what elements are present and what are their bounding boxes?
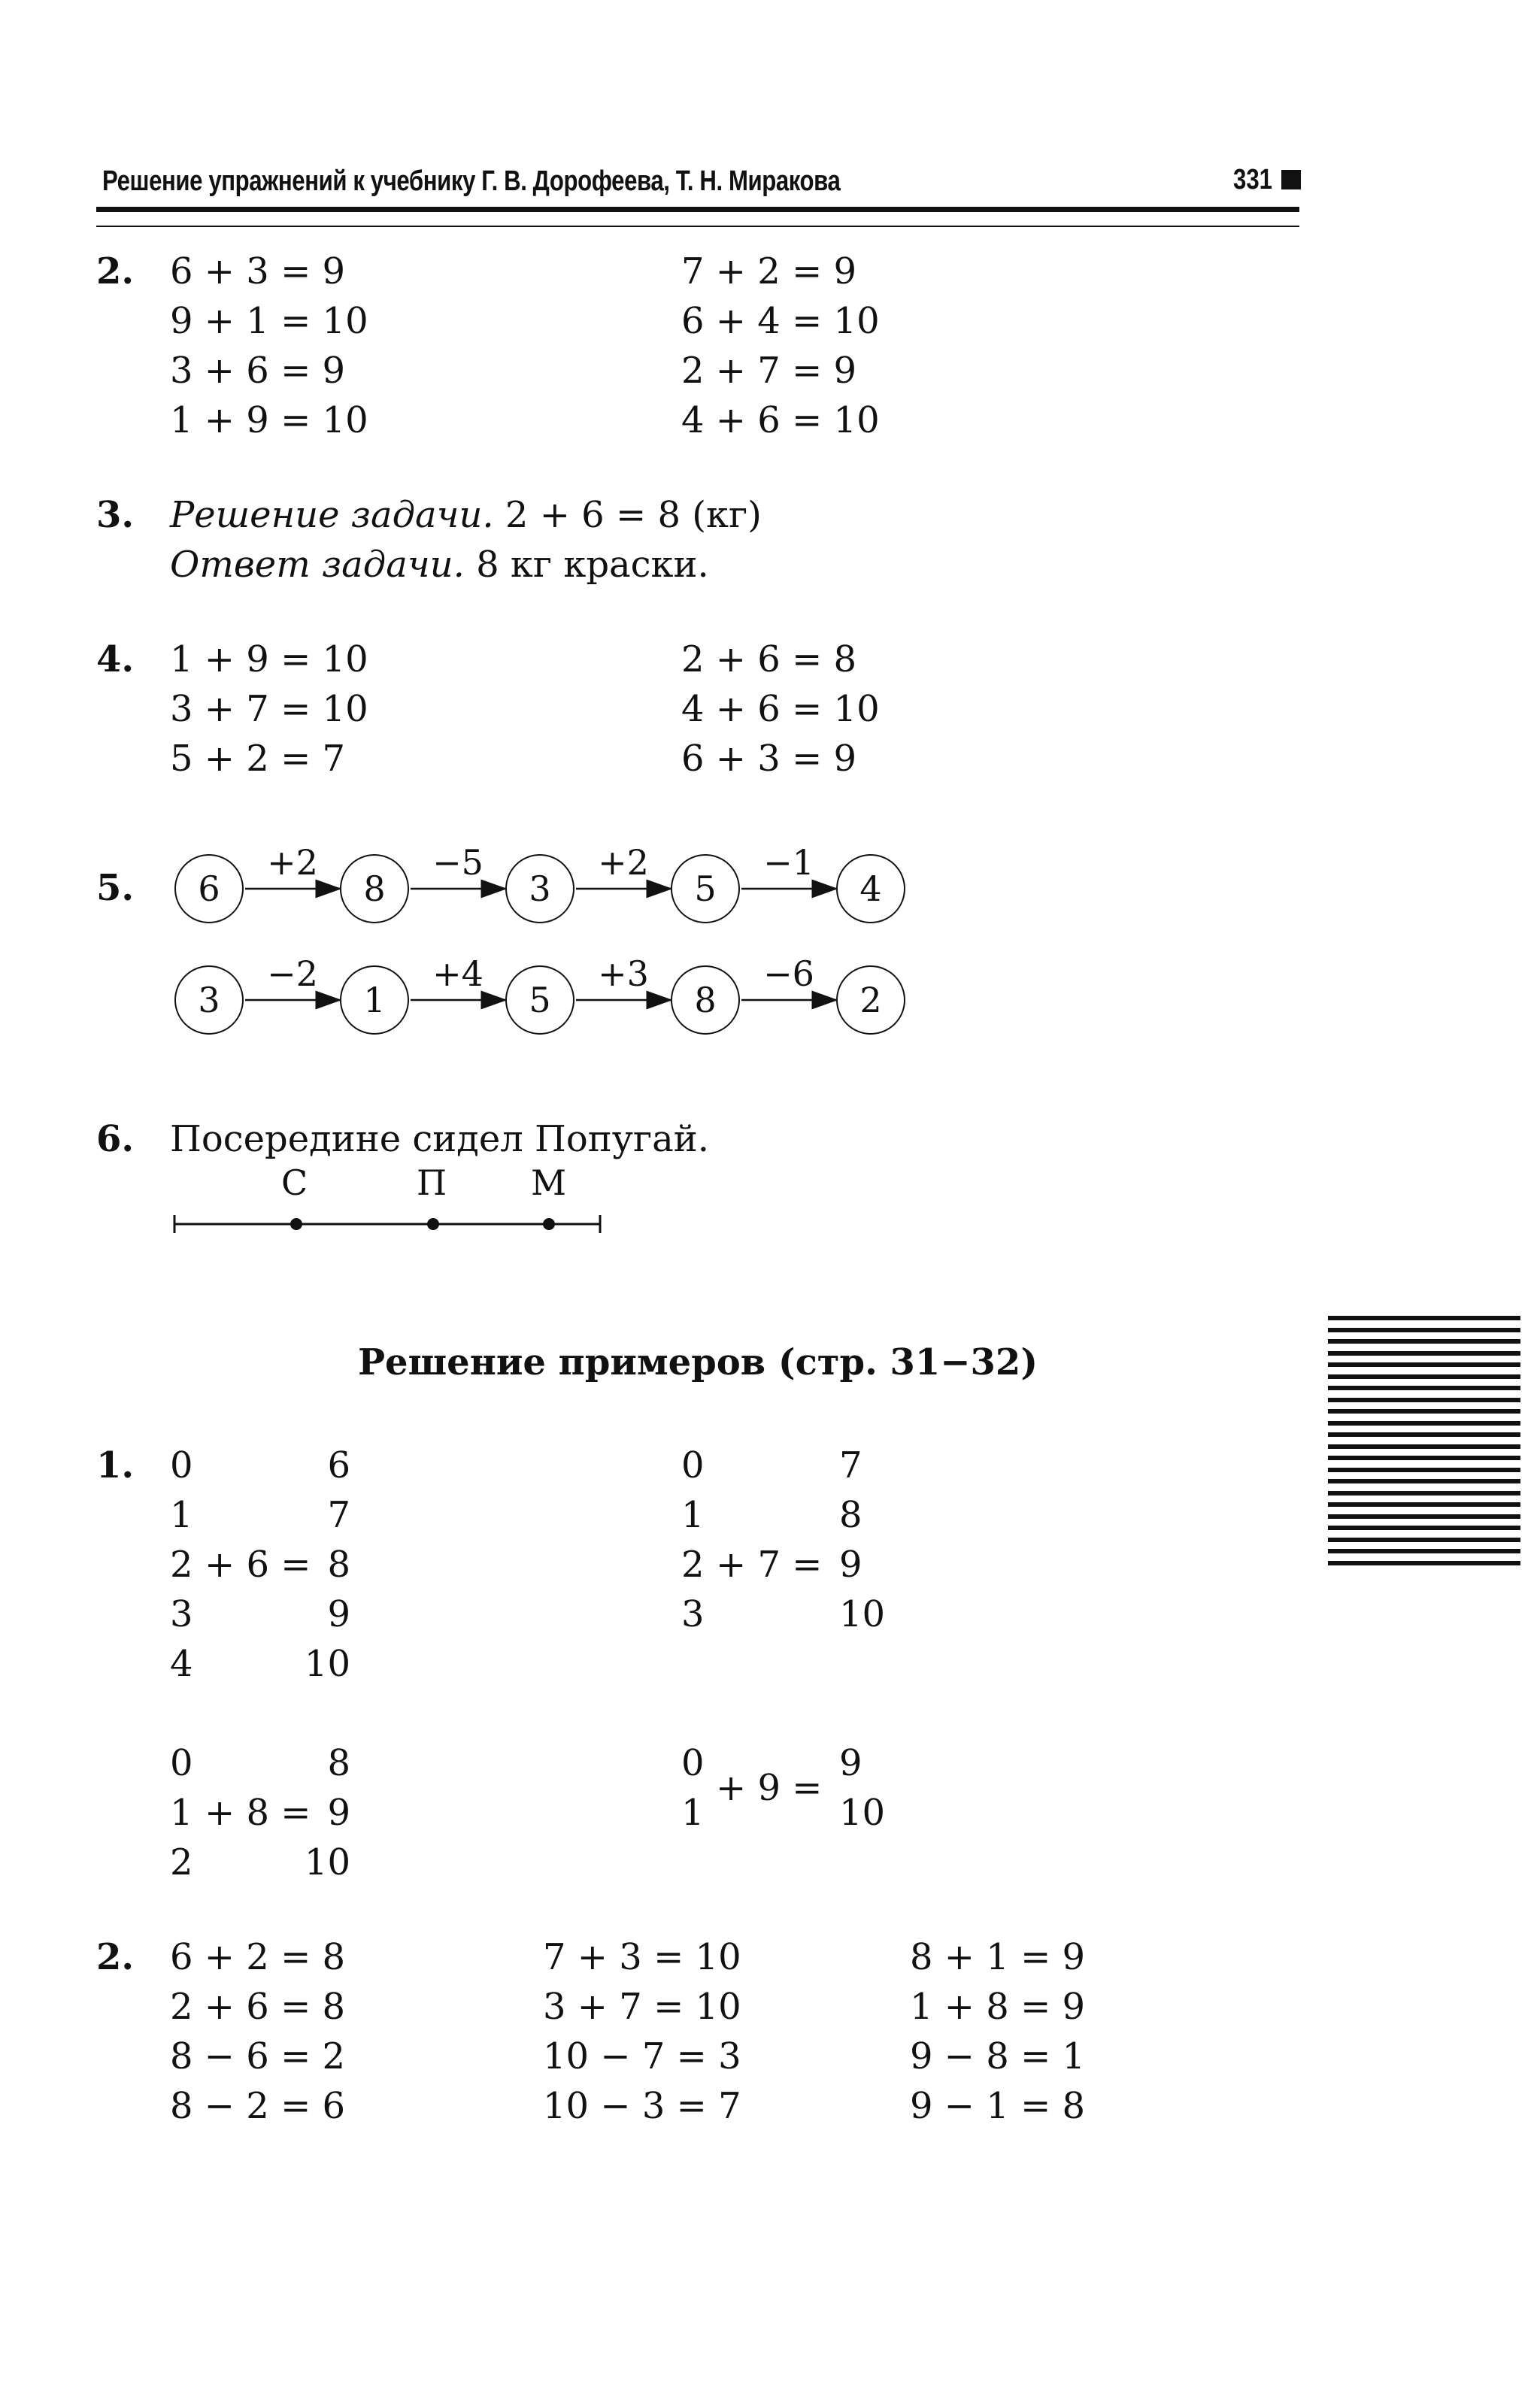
arrow-chain-2 [174,953,911,1036]
point-label: П [417,1162,447,1203]
solution-line [170,490,762,540]
equation: 8 − 6 = 2 [170,2035,346,2077]
addend: 0 [681,1444,705,1486]
sum: 10 [839,1792,886,1834]
edge-stripe [1328,1386,1520,1390]
sum: 8 [839,1494,862,1536]
operation: + 6 = [205,1544,311,1586]
edge-stripe [1328,1561,1520,1565]
equation: 2 + 6 = 8 [681,638,857,680]
sum: 7 [839,1444,862,1486]
example-block-c [170,1738,365,1896]
point-m [543,1218,555,1230]
equation: 4 + 6 = 10 [681,399,880,441]
running-header-title: Решение упражнений к учебнику Г. В. Дорофеева, Т. Н. Миракова [102,165,841,197]
edge-stripe [1328,1398,1520,1402]
point-label: М [531,1162,567,1203]
edge-stripe [1328,1456,1520,1460]
edge-stripe [1328,1374,1520,1379]
edge-stripe [1328,1526,1520,1530]
edge-stripe [1328,1444,1520,1449]
chain-node: 6 [174,854,244,923]
chain-node: 8 [340,854,409,923]
operation: + 9 = [716,1767,823,1809]
addend: 2 [170,1841,193,1883]
section-heading: Решение примеров (стр. 31−32) [357,1341,1038,1383]
solution-label: Решение задачи. [170,494,494,536]
chain-operation: −2 [267,953,318,994]
edge-stripe [1328,1491,1520,1496]
edge-stripe [1328,1362,1520,1367]
equation: 10 − 7 = 3 [543,2035,741,2077]
equation: 2 + 6 = 8 [170,1986,346,2028]
sum: 10 [304,1643,350,1685]
sum: 7 [327,1494,350,1536]
chain-node: 3 [174,965,244,1035]
chain-operation: −6 [763,953,814,994]
exercise-3-number: 3. [96,494,135,536]
equation: 1 + 9 = 10 [170,399,368,441]
equation: 9 + 1 = 10 [170,300,368,342]
chain-node: 5 [505,965,574,1035]
edge-stripes-decoration [1328,1316,1520,1579]
answer-label: Ответ задачи. [170,544,465,586]
edge-stripe [1328,1328,1520,1332]
addend: 1 [170,1494,193,1536]
edge-stripe [1328,1339,1520,1344]
sum: 9 [839,1742,862,1784]
solution-text: 2 + 6 = 8 (кг) [493,494,762,536]
edge-stripe [1328,1409,1520,1414]
chain-node: 3 [505,854,574,923]
addend: 1 [170,1792,193,1834]
edge-stripe [1328,1549,1520,1553]
equation: 6 + 4 = 10 [681,300,880,342]
exercise-2-col1 [170,247,368,445]
addend: 0 [681,1742,705,1784]
equation: 2 + 7 = 9 [681,350,857,392]
sum: 9 [839,1544,862,1586]
header-square-marker [1281,170,1301,189]
equation: 7 + 2 = 9 [681,250,857,292]
exercise-5-number: 5. [96,867,135,909]
addend: 3 [681,1593,705,1635]
equation: 6 + 3 = 9 [170,250,346,292]
examples-2-col2 [543,1932,741,2131]
addend: 1 [681,1792,705,1834]
sum: 10 [304,1841,350,1883]
chain-operation: +2 [598,842,649,883]
addend: 1 [681,1494,705,1536]
examples-1-number: 1. [96,1444,135,1486]
edge-stripe [1328,1316,1520,1320]
equation: 6 + 3 = 9 [681,738,857,780]
addend: 0 [170,1444,193,1486]
exercise-6-number: 6. [96,1118,135,1160]
answer-text: 8 кг краски. [464,544,709,586]
equation: 3 + 7 = 10 [170,688,368,730]
addend: 2 [681,1544,705,1586]
exercise-4-number: 4. [96,638,135,680]
point-s [290,1218,302,1230]
equation: 9 − 1 = 8 [910,2085,1086,2127]
chain-operation: +3 [598,953,649,994]
equation: 8 + 1 = 9 [910,1936,1086,1978]
exercise-4-col2 [681,635,880,783]
sum: 10 [839,1593,886,1635]
equation: 1 + 8 = 9 [910,1986,1086,2028]
equation: 1 + 9 = 10 [170,638,368,680]
example-block-d [681,1738,907,1851]
examples-2-col3 [910,1932,1085,2131]
equation: 5 + 2 = 7 [170,738,346,780]
addend: 4 [170,1643,193,1685]
edge-stripe [1328,1421,1520,1426]
examples-2-number: 2. [96,1936,135,1978]
sum: 8 [327,1544,350,1586]
chain-operation: −1 [763,842,814,883]
arrow-chain-1 [174,842,911,925]
exercise-3-text [170,490,762,589]
edge-stripe [1328,1468,1520,1472]
header-rule-thick [96,207,1299,212]
operation: + 7 = [716,1544,823,1586]
answer-line [170,540,762,589]
equation: 3 + 6 = 9 [170,350,346,392]
number-line-diagram [171,1162,608,1245]
edge-stripe [1328,1514,1520,1519]
operation: + 8 = [205,1792,311,1834]
point-label: С [281,1162,308,1203]
point-p [427,1218,439,1230]
chain-node: 4 [836,854,905,923]
exercise-4-col1 [170,635,368,783]
header-rule-thin [96,226,1299,227]
chain-node: 2 [836,965,905,1035]
example-block-a [170,1441,365,1696]
edge-stripe [1328,1502,1520,1507]
chain-node: 5 [671,854,740,923]
equation: 6 + 2 = 8 [170,1936,346,1978]
chain-operation: +4 [432,953,484,994]
sum: 9 [327,1593,350,1635]
exercise-2-number: 2. [96,250,135,292]
exercise-2-col2 [681,247,880,445]
addend: 2 [170,1544,193,1586]
equation: 9 − 8 = 1 [910,2035,1086,2077]
page-number: 331 [1233,164,1272,195]
sum: 9 [327,1792,350,1834]
edge-stripe [1328,1479,1520,1483]
examples-2-col1 [170,1932,345,2131]
addend: 0 [170,1742,193,1784]
chain-operation: +2 [267,842,318,883]
exercise-6-text: Посередине сидел Попугай. [170,1118,709,1160]
equation: 4 + 6 = 10 [681,688,880,730]
chain-node: 8 [671,965,740,1035]
chain-operation: −5 [432,842,484,883]
equation: 10 − 3 = 7 [543,2085,741,2127]
chain-node: 1 [340,965,409,1035]
edge-stripe [1328,1538,1520,1542]
sum: 8 [327,1742,350,1784]
sum: 6 [327,1444,350,1486]
edge-stripe [1328,1432,1520,1437]
equation: 3 + 7 = 10 [543,1986,741,2028]
addend: 3 [170,1593,193,1635]
equation: 8 − 2 = 6 [170,2085,346,2127]
edge-stripe [1328,1351,1520,1356]
equation: 7 + 3 = 10 [543,1936,741,1978]
example-block-b [681,1441,907,1651]
